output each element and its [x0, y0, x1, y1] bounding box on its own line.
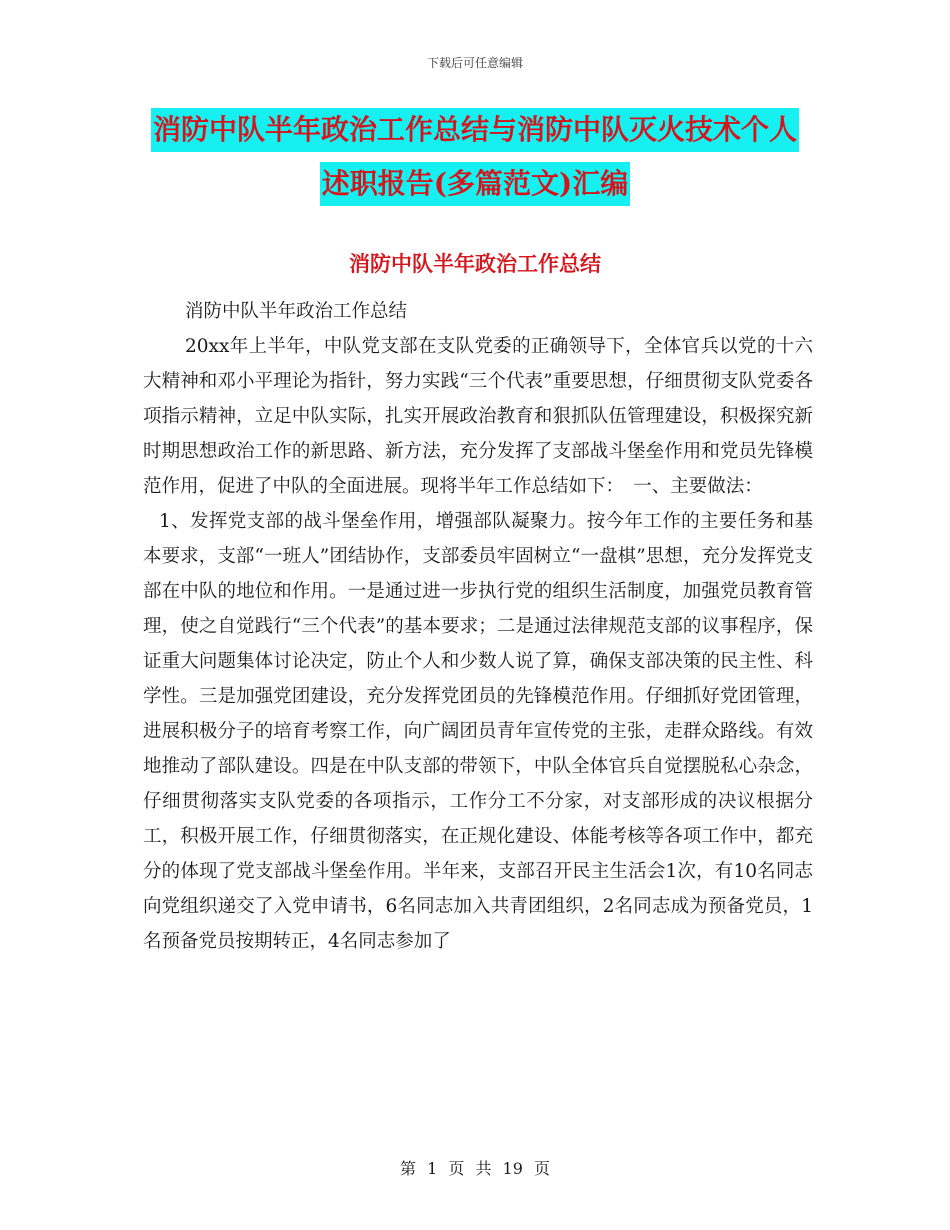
section-subtitle: 消防中队半年政治工作总结	[185, 301, 408, 322]
page-number: 第 1 页 共 19 页	[400, 1159, 550, 1178]
paragraph-intro: 20xx年上半年，中队党支部在支队党委的正确领导下，全体官兵以党的十六大精神和邓小平理论为指针，努力实践“三个代表”重要思想，仔细贯彻支队党委各项指示精神，立足中队实际，扎实开展政治教育和狠抓队伍管理建设，积极探究新时期思想政治工作的新思路、新方法，充分发挥了支部战斗堡垒作用和党员先锋模范作用，促进了中队的全面进展。现将半年工作总结如下： 一、主要做法：	[143, 336, 813, 497]
document-title-line-1: 消防中队半年政治工作总结与消防中队灭火技术个人	[151, 108, 799, 152]
paragraph-point-1: 1、发挥党支部的战斗堡垒作用，增强部队凝聚力。按今年工作的主要任务和基本要求，支部“一班人”团结协作，支部委员牢固树立“一盘棋”思想，充分发挥党支部在中队的地位和作用。一是通过进一步执行党的组织生活制度，加强党员教育管理，使之自觉践行“三个代表”的基本要求；二是通过法律规范支部的议事程序，保证重大问题集体讨论决定，防止个人和少数人说了算，确保支部决策的民主性、科学性。三是加强党团建设，充分发挥党团员的先锋模范作用。仔细抓好党团管理，进展积极分子的培育考察工作，向广阔团员青年宣传党的主张，走群众路线。有效地推动了部队建设。四是在中队支部的带领下，中队全体官兵自觉摆脱私心杂念，仔细贯彻落实支队党委的各项指示，工作分工不分家，对支部形成的决议根据分工，积极开展工作，仔细贯彻落实，在正规化建设、体能考核等各项工作中，都充分的体现了党支部战斗堡垒作用。半年来，支部召开民主生活会1次，有10名同志向党组织递交了入党申请书，6名同志加入共青团组织，2名同志成为预备党员，1名预备党员按期转正，4名同志参加了	[143, 511, 813, 952]
document-body	[143, 294, 813, 959]
document-title-line-2: 述职报告(多篇范文)汇编	[320, 162, 631, 206]
header-note: 下载后可任意编辑	[426, 56, 523, 70]
document-title	[0, 108, 950, 206]
section-heading: 消防中队半年政治工作总结	[349, 251, 601, 276]
